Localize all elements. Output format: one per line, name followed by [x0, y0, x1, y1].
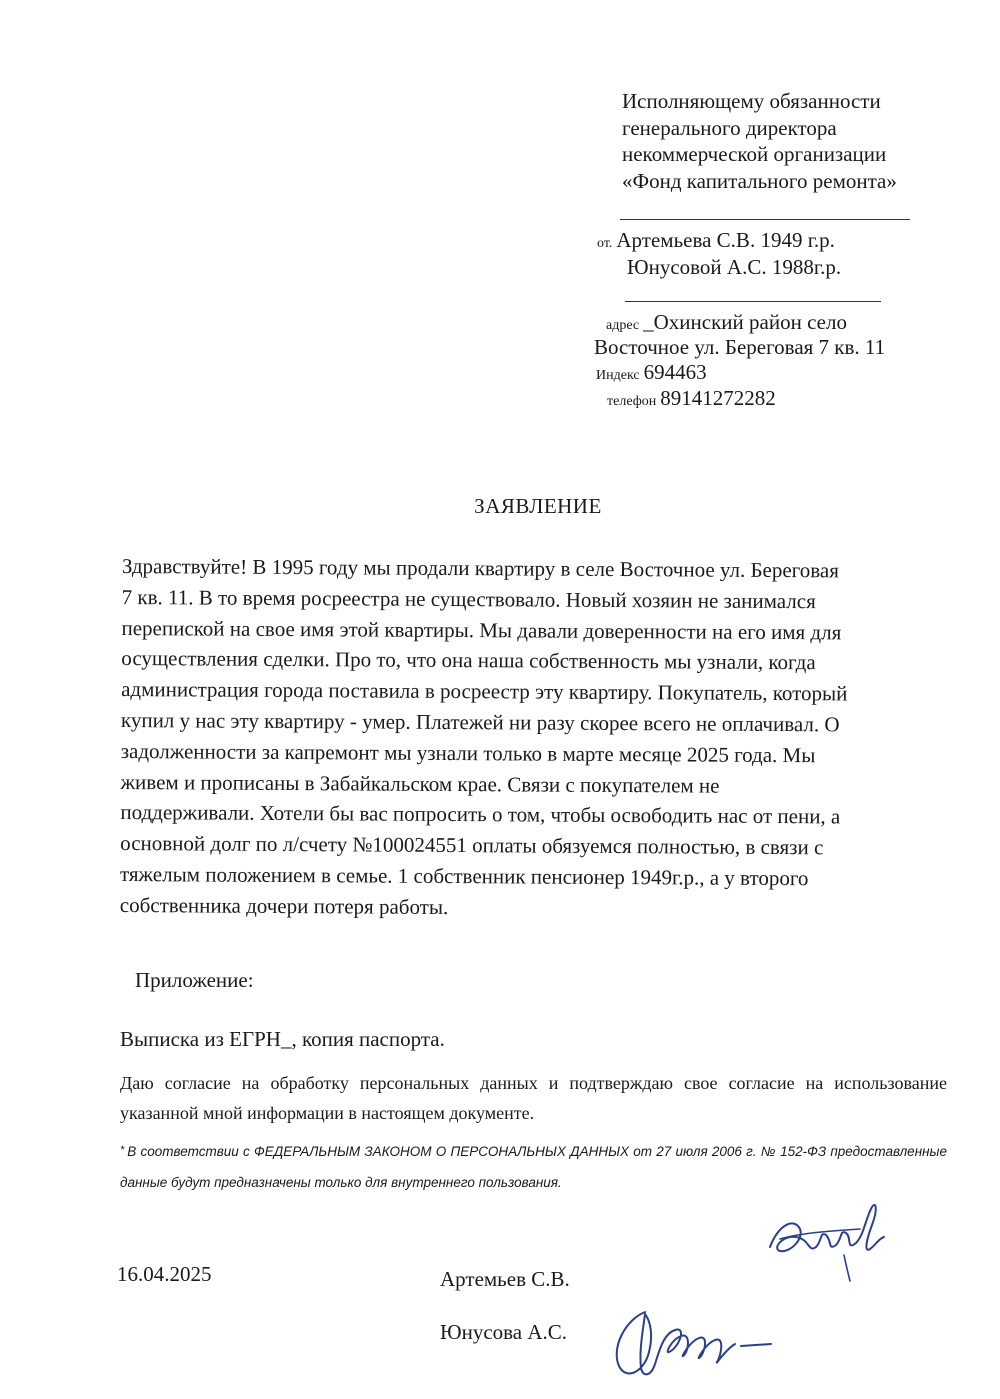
body-line: тяжелым положением в семье. 1 собственник пенсионер 1949г.р., а у второго	[119, 861, 809, 891]
sender-line-1	[597, 228, 835, 253]
signature-1-icon	[760, 1195, 890, 1285]
body-line: живем и прописаны в Забайкальском крае. Связи с покупателем не	[120, 769, 720, 798]
addressee-line: «Фонд капитального ремонта»	[622, 168, 897, 193]
index-value: 694463	[643, 360, 707, 384]
phone-value: 89141272282	[660, 386, 776, 410]
body-line: купил у нас эту квартиру - умер. Платежей ни разу скорее всего не оплачивал. О	[120, 707, 840, 737]
statement-body	[120, 551, 947, 926]
body-line: собственника дочери потеря работы.	[119, 892, 449, 919]
index-line	[596, 360, 707, 385]
legal-note	[120, 1135, 947, 1198]
appendix-title: Приложение:	[135, 968, 254, 992]
index-label: Индекс	[596, 368, 640, 383]
addressee-block	[622, 88, 982, 194]
signer-name-2: Юнусова А.С.	[440, 1320, 568, 1344]
addressee-line: генерального директора	[622, 115, 837, 140]
address-value-2: Восточное ул. Береговая 7 кв. 11	[594, 335, 886, 359]
address-value-1: _Охинский район село	[643, 310, 847, 334]
address-line-1	[606, 310, 847, 335]
consent-text: Даю согласие на обработку персональных данных и подтверждаю свое согласие на использование указанной мной информации в настоящем документе.	[120, 1073, 947, 1123]
sender-name-1: Артемьева С.В. 1949 г.р.	[616, 228, 835, 252]
phone-label: телефон	[607, 394, 657, 409]
document-title: ЗАЯВЛЕНИЕ	[474, 494, 602, 518]
blank-line	[620, 219, 910, 220]
body-line: 7 кв. 11. В то время росреестра не существовало. Новый хозяин не занимался	[121, 584, 816, 614]
body-line: поддерживали. Хотели бы вас попросить о том, чтобы освободить нас от пени, а	[120, 800, 841, 829]
signer-name-1: Артемьев С.В.	[440, 1267, 570, 1291]
body-line: задолженности за капремонт мы узнали только в марте месяце 2025 года. Мы	[120, 738, 816, 768]
sender-name-2: Юнусовой А.С. 1988г.р.	[627, 255, 842, 279]
appendix-text: Выписка из ЕГРН_, копия паспорта.	[120, 1027, 445, 1051]
footnote-star: *	[120, 1144, 125, 1156]
phone-line	[607, 386, 776, 411]
legal-note-text: В соответствии с ФЕДЕРАЛЬНЫМ ЗАКОНОМ О ПЕРСОНАЛЬНЫХ ДАННЫХ от 27 июля 2006 г. № 152-ФЗ предоставленные данные будут предназначены только для внутреннего пользования.	[120, 1144, 947, 1190]
addressee-line: некоммерческой организации	[622, 142, 887, 166]
signature-2-icon	[605, 1300, 795, 1390]
addressee-line: Исполняющему обязанности	[622, 89, 881, 113]
sender-prefix: от.	[597, 236, 613, 251]
body-line: перепиской на свое имя этой квартиры. Мы давали доверенности на его имя для	[121, 615, 842, 644]
blank-line	[625, 301, 881, 302]
body-line: администрация города поставила в росреестр эту квартиру. Покупатель, который	[121, 677, 848, 706]
body-line: осуществления сделки. Про то, что она наша собственность мы узнали, когда	[121, 646, 816, 675]
body-line: основной долг по л/счету №100024551 оплаты обязуемся полностью, в связи с	[120, 831, 824, 860]
address-label: адрес	[606, 318, 640, 333]
document-date: 16.04.2025	[117, 1262, 212, 1286]
body-line: Здравствуйте! В 1995 году мы продали квартиру в селе Восточное ул. Береговая	[121, 553, 839, 583]
